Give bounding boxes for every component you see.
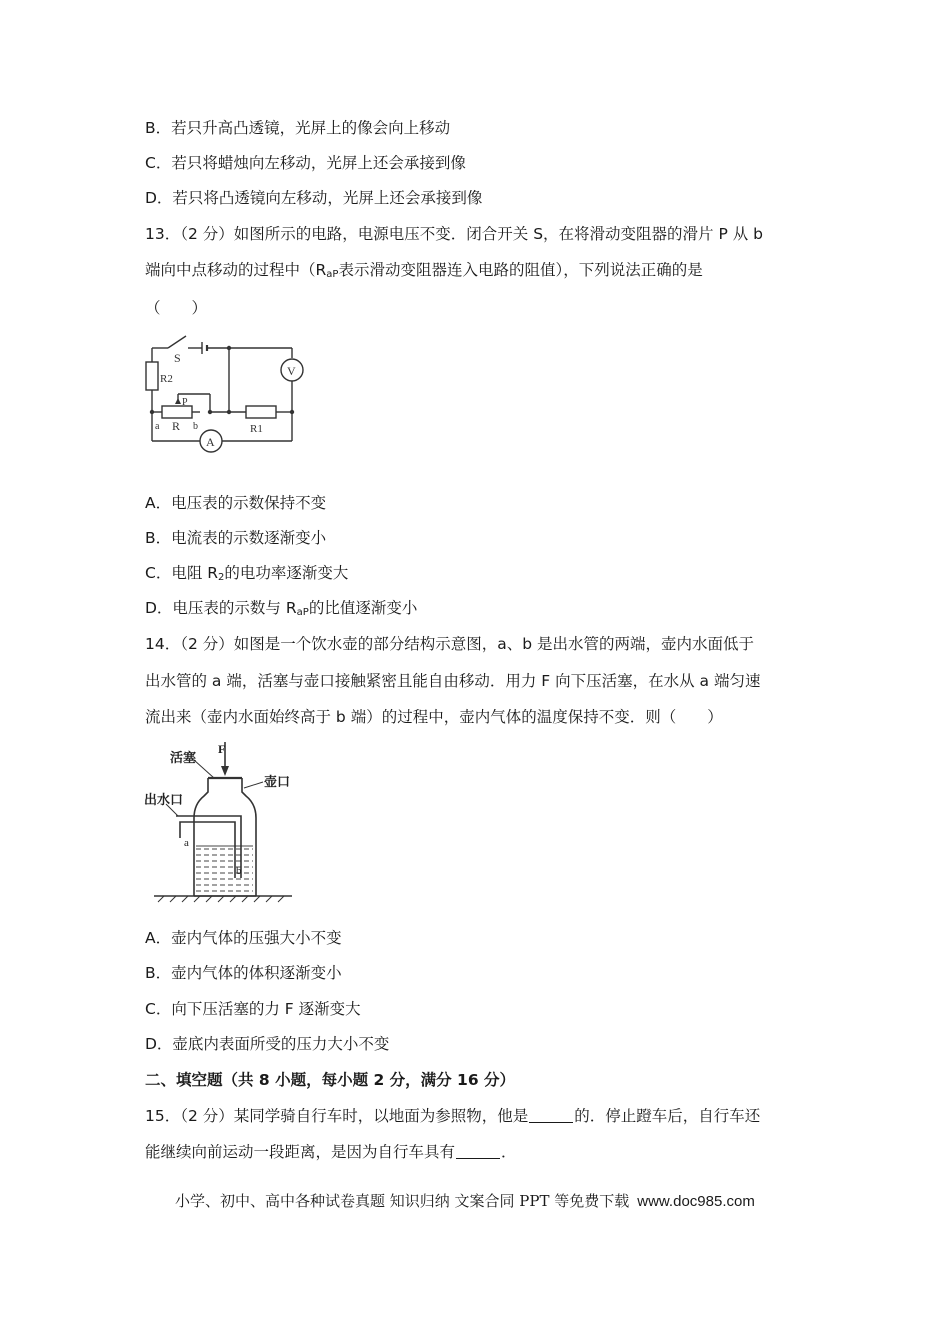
voltmeter-label: V [287,364,296,378]
circuit-label-S: S [174,351,181,365]
circuit-label-R2: R2 [160,373,173,385]
q13-stem-line2: 端向中点移动的过程中（$R_{aP}$表示滑动变阻器连入电路的阻值），下列说法正确的是 [145,261,703,280]
q14-stem-line1: 14．（2 分）如图是一个饮水壶的部分结构示意图，a、b 是出水管的两端，壶内水面低于 [145,635,755,653]
kettle-label-piston: 活塞 [170,750,197,765]
footer-site-link[interactable]: www.doc985.com [637,1193,755,1210]
q13-option-a: A．电压表的示数保持不变 [145,494,327,512]
answer-blank-2[interactable] [456,1144,500,1159]
circuit-label-R1: R1 [250,423,263,435]
circuit-diagram [140,332,310,457]
answer-blank-1[interactable] [529,1108,573,1123]
q13-option-b: B．电流表的示数逐渐变小 [145,529,327,547]
q14-stem-line3: 流出来（壶内水面始终高于 b 端）的过程中，壶内气体的温度保持不变．则（ ） [145,708,723,726]
q13-option-d: D．电压表的示数与 $R_{aP}$的比值逐渐变小 [145,599,418,618]
footer-text: 小学、初中、高中各种试卷真题 知识归纳 文案合同 PPT 等免费下载 [175,1192,630,1210]
circuit-label-R: R [172,419,181,433]
kettle-diagram [140,738,300,903]
circuit-label-P: P [182,397,188,408]
kettle-label-F: F [218,742,226,756]
circuit-label-b: b [193,421,198,432]
kettle-label-mouth: 壶口 [264,774,291,789]
section-title-fill-blank: 二、填空题（共 8 小题，每小题 2 分，满分 16 分） [145,1071,516,1089]
q12-option-d: D．若只将凸透镜向左移动，光屏上还会承接到像 [145,189,483,207]
kettle-label-b: b [236,865,242,877]
q13-stem-line3: （ ） [145,299,208,317]
ammeter-label: A [206,435,215,449]
q15-stem-line2: 能继续向前运动一段距离，是因为自行车具有 ． [145,1143,517,1161]
page-footer [175,1190,755,1213]
q14-option-a: A．壶内气体的压强大小不变 [145,929,342,947]
q12-option-c: C．若只将蜡烛向左移动，光屏上还会承接到像 [145,154,466,172]
q12-option-b: B．若只升高凸透镜，光屏上的像会向上移动 [145,119,451,137]
q14-option-c: C．向下压活塞的力 F 逐渐变大 [145,1000,361,1018]
q14-option-b: B．壶内气体的体积逐渐变小 [145,964,342,982]
q14-stem-line2: 出水管的 a 端，活塞与壶口接触紧密且能自由移动．用力 F 向下压活塞，在水从 a 端匀速 [145,672,761,690]
kettle-label-a: a [184,837,189,849]
circuit-label-a: a [155,421,160,432]
q14-option-d: D．壶底内表面所受的压力大小不变 [145,1035,390,1053]
kettle-label-outlet: 出水口 [144,792,184,807]
q13-stem-line1: 13．（2 分）如图所示的电路，电源电压不变．闭合开关 S，在将滑动变阻器的滑片 P 从 b [145,225,763,243]
q15-stem-line1: 15．（2 分）某同学骑自行车时，以地面为参照物，他是 的．停止蹬车后，自行车还 [145,1107,761,1125]
q13-option-c: C．电阻 $R_2$的电功率逐渐变大 [145,564,349,583]
